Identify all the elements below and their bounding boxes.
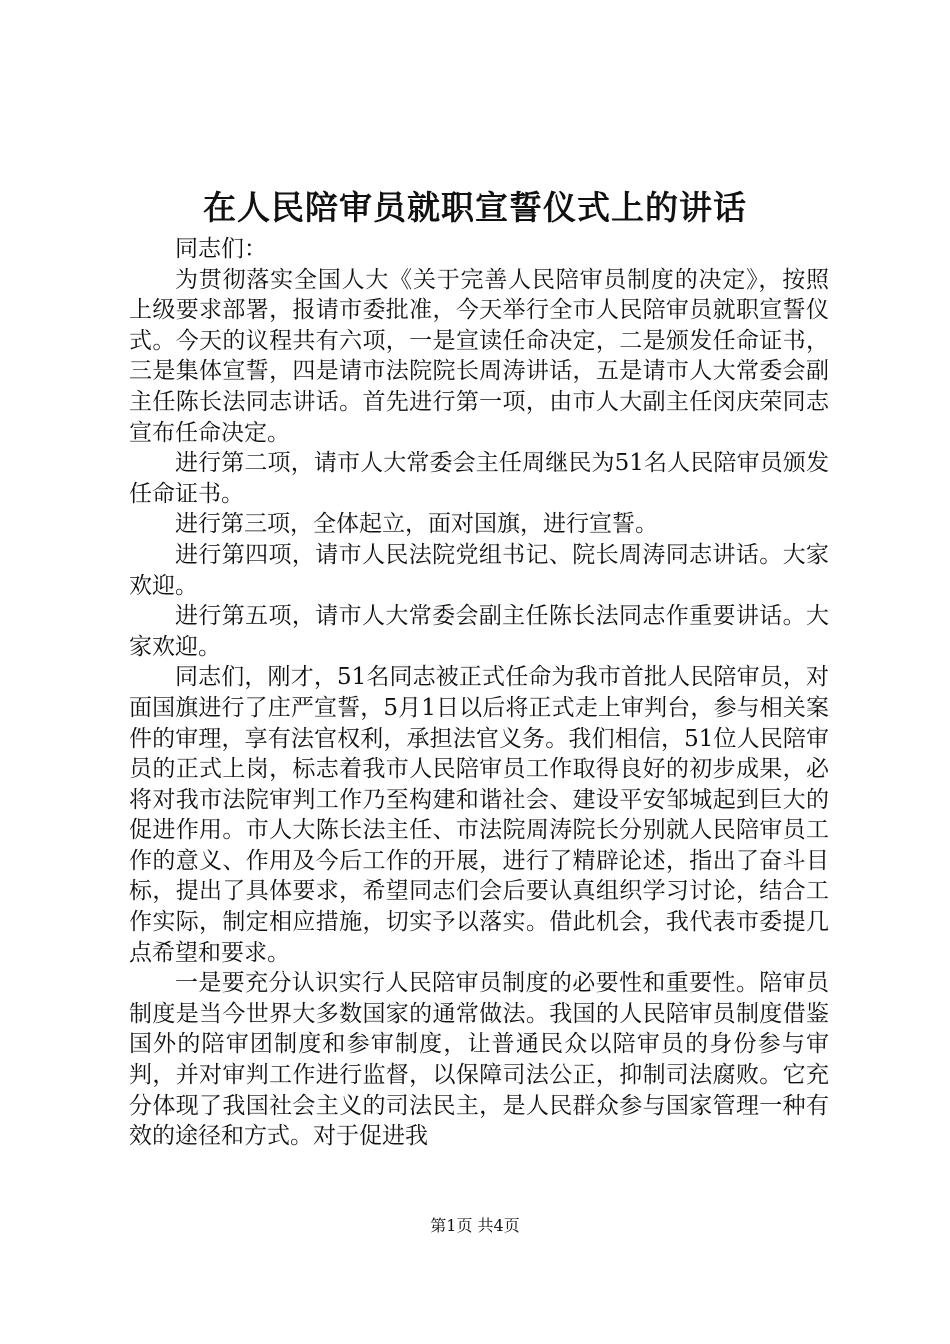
- body-paragraph: 进行第四项，请市人民法院党组书记、院长周涛同志讲话。大家欢迎。: [129, 541, 829, 599]
- body-paragraph: 同志们，刚才，51名同志被正式任命为我市首批人民陪审员，对面国旗进行了庄严宣誓，5月1日以后将正式走上审判台，参与相关案件的审理，享有法官权利，承担法官义务。我们相信，51位人民陪审员的正式上岗，标志着我市人民陪审员工作取得良好的初步成果，必将对我市法院审判工作乃至构建和谐社会、建设平安邹城起到巨大的促进作用。市人大陈长法主任、市法院周涛院长分别就人民陪审员工作的意义、作用及今后工作的开展，进行了精辟论述，指出了奋斗目标，提出了具体要求，希望同志们会后要认真组织学习讨论，结合工作实际，制定相应措施，切实予以落实。借此机会，我代表市委提几点希望和要求。: [129, 664, 829, 966]
- page-number-footer: 第1页 共4页: [430, 1216, 520, 1235]
- salutation-paragraph: 同志们：: [175, 236, 267, 262]
- body-paragraph: 一是要充分认识实行人民陪审员制度的必要性和重要性。陪审员制度是当今世界大多数国家的通常做法。我国的人民陪审员制度借鉴国外的陪审团制度和参审制度，让普通民众以陪审员的身份参与审判，并对审判工作进行监督，以保障司法公正，抑制司法腐败。它充分体现了我国社会主义的司法民主，是人民群众参与国家管理一种有效的途径和方式。对于促进我: [129, 970, 829, 1150]
- body-paragraph: 进行第五项，请市人大常委会副主任陈长法同志作重要讲话。大家欢迎。: [129, 603, 829, 660]
- document-body: [129, 234, 829, 1152]
- document-title: 在人民陪审员就职宣誓仪式上的讲话: [203, 188, 747, 227]
- body-paragraph: 进行第二项，请市人大常委会主任周继民为51名人民陪审员颁发任命证书。: [129, 450, 829, 507]
- body-paragraph: 进行第三项，全体起立，面对国旗，进行宣誓。: [175, 511, 658, 538]
- body-paragraph: 为贯彻落实全国人大《关于完善人民陪审员制度的决定》，按照上级要求部署，报请市委批准，今天举行全市人民陪审员就职宣誓仪式。今天的议程共有六项，一是宣读任命决定，二是颁发任命证书，三是集体宣誓，四是请市法院院长周涛讲话，五是请市人大常委会副主任陈长法同志讲话。首先进行第一项，由市人大副主任闵庆荣同志宣布任命决定。: [129, 266, 829, 446]
